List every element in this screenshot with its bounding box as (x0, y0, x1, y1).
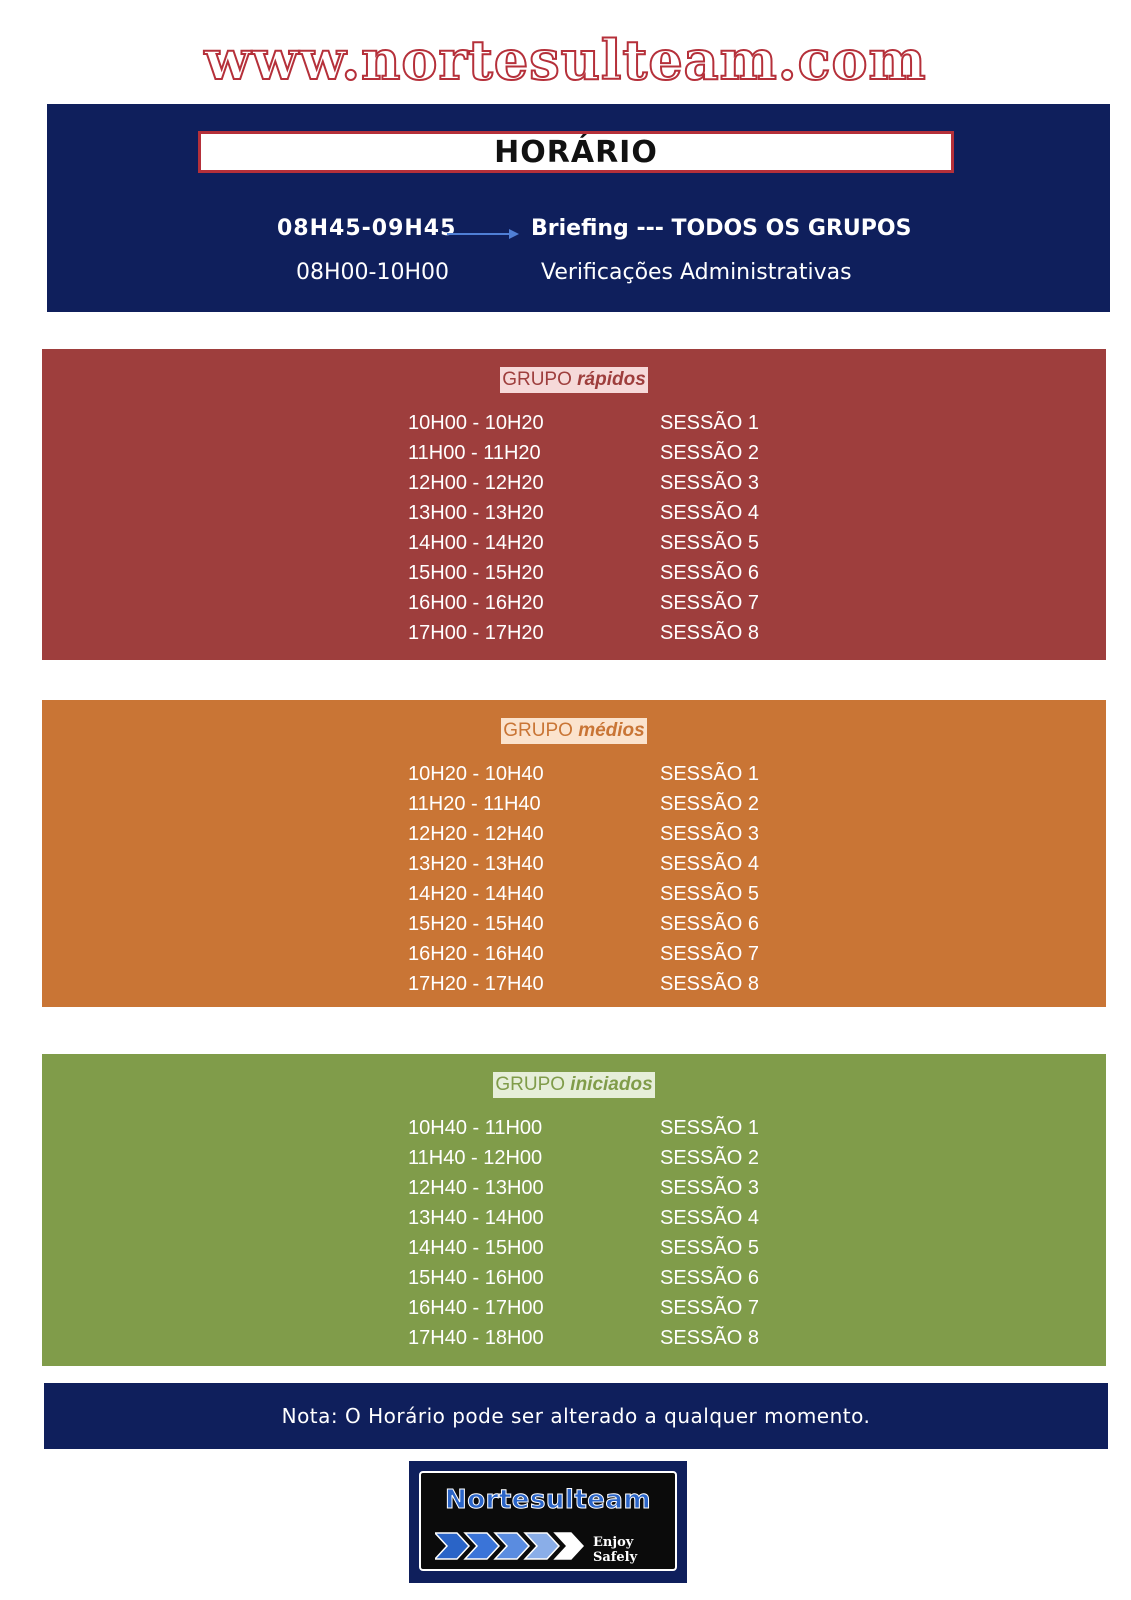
session-row (42, 1177, 1106, 1207)
chevrons-icon (435, 1531, 585, 1561)
session-label: SESSÃO 2 (660, 793, 759, 815)
session-time: 17H20 - 17H40 (408, 973, 544, 995)
session-row (42, 562, 1106, 592)
session-label: SESSÃO 4 (660, 502, 759, 524)
session-time: 16H20 - 16H40 (408, 943, 544, 965)
group-medios (42, 700, 1106, 1007)
session-label: SESSÃO 1 (660, 1117, 759, 1139)
session-row (42, 622, 1106, 652)
group-rapidos (42, 349, 1106, 660)
session-row (42, 883, 1106, 913)
session-time: 10H40 - 11H00 (408, 1117, 543, 1139)
session-label: SESSÃO 5 (660, 883, 759, 905)
session-label: SESSÃO 5 (660, 1237, 759, 1259)
session-label: SESSÃO 8 (660, 622, 759, 644)
site-url: www.nortesulteam.com (204, 28, 927, 92)
schedule-header (47, 104, 1110, 312)
nortesulteam-logo (409, 1461, 687, 1583)
session-time: 17H00 - 17H20 (408, 622, 544, 644)
session-row (42, 1207, 1106, 1237)
session-time: 14H00 - 14H20 (408, 532, 544, 554)
session-time: 16H40 - 17H00 (408, 1297, 544, 1319)
group-title: GRUPO iniciados (493, 1072, 654, 1098)
session-row (42, 412, 1106, 442)
session-row (42, 1327, 1106, 1357)
session-label: SESSÃO 6 (660, 562, 759, 584)
admin-text: Verificações Administrativas (541, 260, 852, 285)
session-time: 15H20 - 15H40 (408, 913, 544, 935)
session-time: 13H20 - 13H40 (408, 853, 544, 875)
session-row (42, 853, 1106, 883)
session-row (42, 1297, 1106, 1327)
admin-time: 08H00-10H00 (296, 260, 450, 285)
session-row (42, 442, 1106, 472)
session-time: 14H20 - 14H40 (408, 883, 544, 905)
session-label: SESSÃO 8 (660, 1327, 759, 1349)
session-row (42, 943, 1106, 973)
session-row (42, 973, 1106, 1003)
group-title: GRUPO rápidos (500, 367, 648, 393)
session-label: SESSÃO 6 (660, 1267, 759, 1289)
session-label: SESSÃO 3 (660, 472, 759, 494)
session-label: SESSÃO 1 (660, 412, 759, 434)
session-time: 11H20 - 11H40 (408, 793, 541, 815)
session-time: 10H00 - 10H20 (408, 412, 544, 434)
session-row (42, 1267, 1106, 1297)
session-row (42, 1117, 1106, 1147)
session-row (42, 913, 1106, 943)
session-row (42, 763, 1106, 793)
session-time: 16H00 - 16H20 (408, 592, 544, 614)
session-time: 13H00 - 13H20 (408, 502, 544, 524)
session-row (42, 793, 1106, 823)
session-label: SESSÃO 2 (660, 442, 759, 464)
session-time: 15H40 - 16H00 (408, 1267, 544, 1289)
session-time: 13H40 - 14H00 (408, 1207, 544, 1229)
session-label: SESSÃO 2 (660, 1147, 759, 1169)
session-label: SESSÃO 3 (660, 823, 759, 845)
session-label: SESSÃO 7 (660, 592, 759, 614)
session-list (42, 763, 1106, 1003)
briefing-time: 08H45-09H45 (277, 216, 457, 241)
session-label: SESSÃO 4 (660, 853, 759, 875)
arrow-right-icon (447, 229, 519, 239)
logo-tagline: Enjoy Safely (593, 1535, 638, 1565)
session-row (42, 502, 1106, 532)
session-label: SESSÃO 4 (660, 1207, 759, 1229)
session-label: SESSÃO 5 (660, 532, 759, 554)
group-title: GRUPO médios (501, 718, 646, 744)
session-time: 14H40 - 15H00 (408, 1237, 544, 1259)
session-row (42, 532, 1106, 562)
session-list (42, 1117, 1106, 1357)
session-time: 10H20 - 10H40 (408, 763, 544, 785)
note-bar: Nota: O Horário pode ser alterado a qualquer momento. (44, 1383, 1108, 1449)
group-iniciados (42, 1054, 1106, 1366)
session-time: 11H00 - 11H20 (408, 442, 541, 464)
session-row (42, 823, 1106, 853)
page-title: HORÁRIO (494, 135, 658, 170)
briefing-text: Briefing --- TODOS OS GRUPOS (531, 216, 912, 241)
logo-wordmark: Nortesulteam (444, 1485, 652, 1515)
session-label: SESSÃO 8 (660, 973, 759, 995)
session-label: SESSÃO 6 (660, 913, 759, 935)
session-row (42, 1237, 1106, 1267)
session-time: 17H40 - 18H00 (408, 1327, 544, 1349)
session-list (42, 412, 1106, 652)
session-time: 12H40 - 13H00 (408, 1177, 544, 1199)
session-time: 12H00 - 12H20 (408, 472, 544, 494)
session-label: SESSÃO 7 (660, 1297, 759, 1319)
session-row (42, 472, 1106, 502)
session-time: 15H00 - 15H20 (408, 562, 544, 584)
session-label: SESSÃO 3 (660, 1177, 759, 1199)
session-time: 12H20 - 12H40 (408, 823, 544, 845)
session-time: 11H40 - 12H00 (408, 1147, 543, 1169)
session-label: SESSÃO 7 (660, 943, 759, 965)
title-box (198, 131, 954, 173)
session-label: SESSÃO 1 (660, 763, 759, 785)
session-row (42, 592, 1106, 622)
session-row (42, 1147, 1106, 1177)
